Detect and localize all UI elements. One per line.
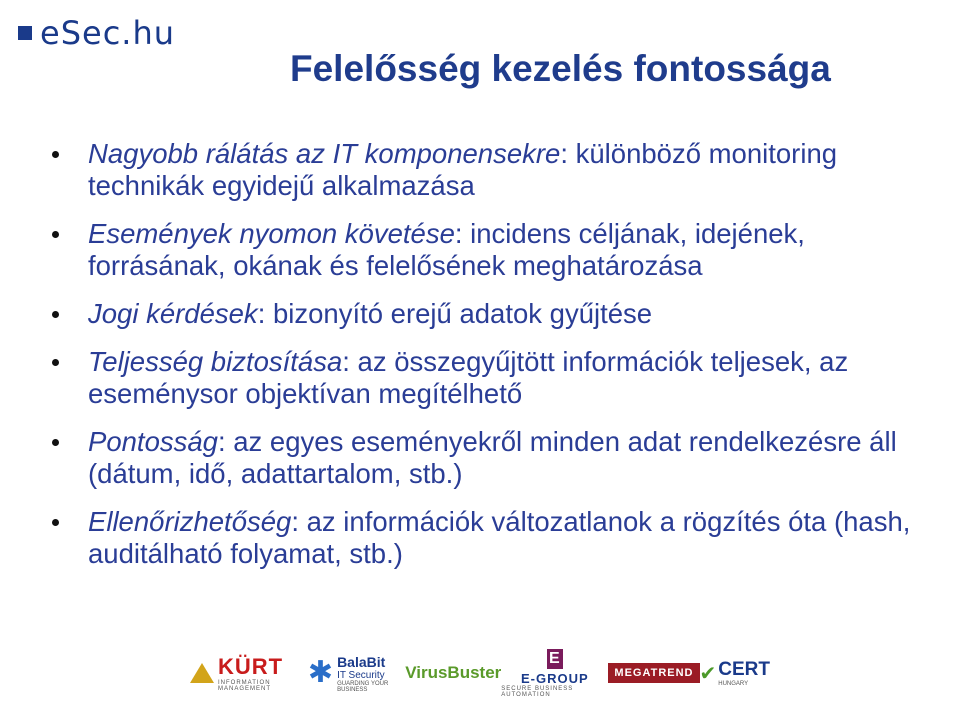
bullet-item (48, 426, 928, 490)
bullet-term: Események nyomon követése (88, 218, 455, 249)
bullet-item (48, 298, 928, 330)
cert-logo (700, 659, 771, 687)
megatrend-name: MEGATREND (614, 667, 694, 679)
cert-name: CERT (718, 659, 770, 680)
bullet-term: Nagyobb rálátás az IT komponensekre (88, 138, 561, 169)
balabit-logo (308, 654, 405, 693)
bullet-text: : különböző monitoring technikák egyidejű alkalmazása (88, 138, 838, 201)
bullet-term: Teljesség biztosítása (88, 346, 343, 377)
egroup-tagline: SECURE BUSINESS AUTOMATION (501, 685, 574, 698)
brand-logo (18, 14, 175, 52)
balabit-name: BalaBit (337, 653, 386, 670)
bullet-text: : az információk változatlanok a rögzítés óta (hash, auditálható folyamat, stb.) (88, 506, 911, 569)
bullet-item (48, 506, 928, 570)
cert-tagline: HUNGARY (718, 681, 749, 687)
kurt-name: KÜRT (218, 654, 284, 679)
bullet-item (48, 138, 928, 202)
bullet-item (48, 346, 928, 410)
virusbuster-name: VirusBuster (405, 663, 502, 682)
egroup-name: E-GROUP (521, 670, 589, 686)
bullet-term: Pontosság (88, 426, 218, 457)
bullet-text: : az egyes eseményekről minden adat rendelkezésre áll (dátum, idő, adattartalom, stb.) (88, 426, 897, 489)
bullet-term: Jogi kérdések (88, 298, 258, 329)
bullet-item (48, 218, 928, 282)
egroup-mark: E (547, 649, 563, 669)
balabit-sub: IT Security (337, 669, 385, 681)
megatrend-logo (608, 663, 699, 683)
bullet-list (48, 138, 928, 586)
bullet-text: : incidens céljának, idejének, forrásának, okának és felelősének meghatározása (88, 218, 805, 281)
brand-square-icon (18, 26, 32, 40)
sponsor-logos (190, 650, 770, 696)
bullet-term: Ellenőrizhetőség (88, 506, 292, 537)
kurt-triangle-icon (190, 663, 214, 683)
kurt-tagline: INFORMATION MANAGEMENT (218, 680, 272, 692)
slide-title: Felelősség kezelés fontossága (290, 48, 831, 89)
balabit-star-icon: ✱ (307, 656, 334, 689)
balabit-tagline: GUARDING YOUR BUSINESS (337, 680, 389, 693)
brand-name: eSec.hu (40, 14, 176, 52)
virusbuster-logo (405, 663, 501, 683)
bullet-text: : az összegyűjtött információk teljesek, az eseménysor objektívan megítélhető (88, 346, 849, 409)
cert-check-icon: ✔ (699, 662, 717, 685)
egroup-logo (501, 649, 608, 698)
bullet-text: : bizonyító erejű adatok gyűjtése (257, 298, 653, 329)
kurt-logo (190, 654, 308, 692)
